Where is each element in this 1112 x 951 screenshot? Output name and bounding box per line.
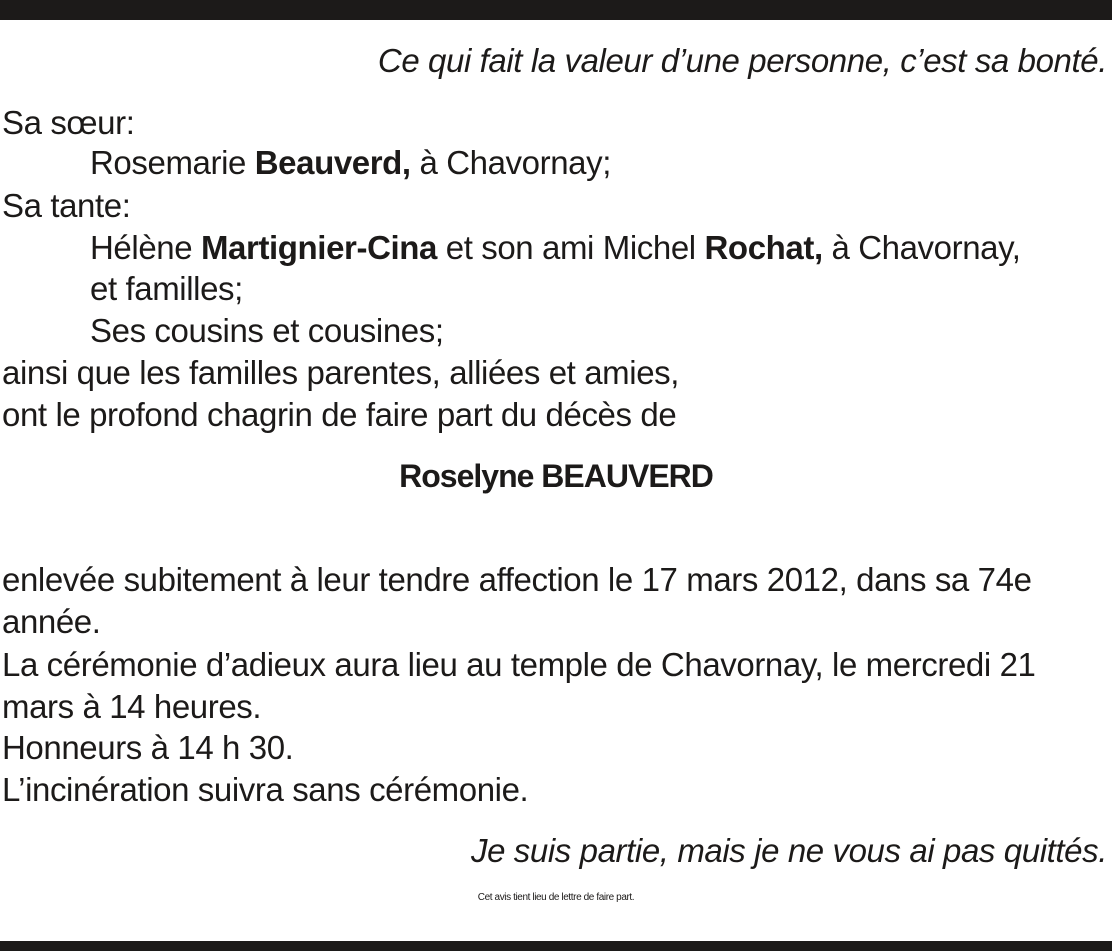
ceremony-line-1: La cérémonie d’adieux aura lieu au temple de Chavornay, le mercredi 21 [2,646,1036,683]
cousins-line: Ses cousins et cousines; [90,312,444,349]
closing-line: Cet avis tient lieu de lettre de faire part. [477,892,635,903]
aunt-first-name: Hélène [90,229,201,266]
ceremony-line-2: mars à 14 heures. [2,688,262,725]
epigraph-top: Ce qui fait la valeur d’une personne, c’est sa bonté. [377,42,1107,79]
epigraph-bottom: Je suis partie, mais je ne vous ai pas quittés. [470,832,1107,869]
aunt-heading: Sa tante: [2,187,131,224]
sister-entry [90,146,611,179]
honours-line: Honneurs à 14 h 30. [2,729,294,766]
aunt-companion: et son ami Michel [436,229,705,266]
announce-line: ont le profond chagrin de faire part du décès de [2,396,677,433]
sister-location: à Chavornay; [410,144,611,181]
death-line-1: enlevée subitement à leur tendre affection le 17 mars 2012, dans sa 74e [2,561,1032,598]
deceased-name: Roselyne BEAUVERD [399,458,713,494]
aunt-location: à Chavornay, [822,229,1021,266]
aunt-entry [90,231,1021,264]
sister-first-name: Rosemarie [90,144,255,181]
top-border-rule [0,0,1112,20]
death-line-2: année. [2,603,101,640]
cremation-line: L’incinération suivra sans cérémonie. [2,771,529,808]
sister-last-name: Beauverd, [254,144,411,181]
companion-last-name: Rochat, [704,229,823,266]
aunt-continuation: et familles; [90,270,243,307]
sister-heading: Sa sœur: [2,104,135,141]
bottom-border-rule [0,941,1112,951]
families-line: ainsi que les familles parentes, alliées et amies, [2,354,680,391]
aunt-last-name: Martignier-Cina [200,229,437,266]
